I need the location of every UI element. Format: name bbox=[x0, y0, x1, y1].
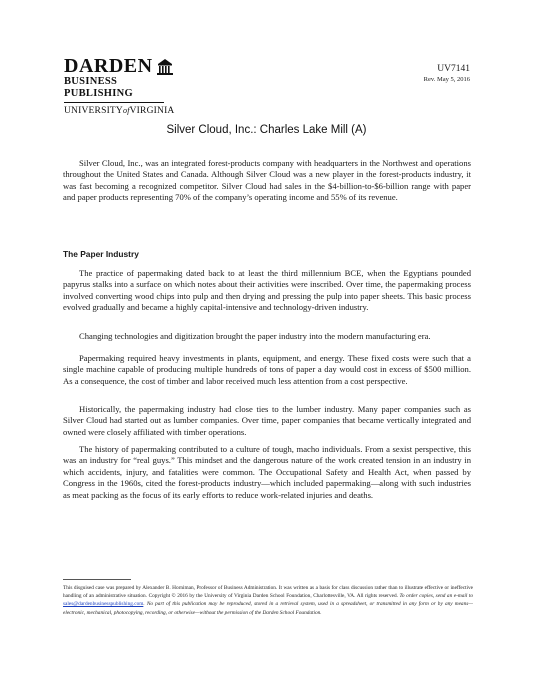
revision-date: Rev. May 5, 2016 bbox=[423, 76, 470, 83]
paragraph-3: Papermaking required heavy investments in plants, equipment, and energy. These fixed costs were such that a single machine capable of producing multiple hundreds of tons of paper a day would cost in excess of $500 million. As a consequence, the cost of timber and labor received much less attention from a cost perspective. bbox=[63, 353, 471, 386]
footnote-divider bbox=[63, 579, 131, 580]
logo-university: UNIVERSITYofVIRGINIA bbox=[64, 106, 175, 116]
logo-divider bbox=[64, 102, 164, 103]
paragraph-4: Historically, the papermaking industry had close ties to the lumber industry. Many paper companies such as Silver Cloud had started out as lumber companies. Over time, paper companies that became vertically integrated and owned were closely affiliated with timber operations. bbox=[63, 404, 471, 437]
document-identifier bbox=[424, 64, 470, 84]
section-heading: The Paper Industry bbox=[63, 249, 139, 259]
paragraph-2: Changing technologies and digitization brought the paper industry into the modern manufacturing era. bbox=[79, 331, 431, 341]
logo-business-publishing: BUSINESS PUBLISHING bbox=[64, 76, 133, 99]
logo-darden-text: DARDEN bbox=[64, 55, 153, 77]
intro-paragraph: Silver Cloud, Inc., was an integrated forest-products company with headquarters in the Northwest and operations throughout the United States and Canada. Although Silver Cloud was a new player in the forest-products industry, it was fast becoming a recognized competitor. Silver Cloud had sales in the $4-billion-to-$6-billion range with paper and paper products representing 70% of the company’s operating income and 55% of its revenue. bbox=[63, 158, 471, 203]
copyright-footnote: This disguised case was prepared by Alexander B. Horniman, Professor of Business Administration. It was written as a basis for class discussion rather than to illustrate effective or ineffective handling of an administrative situation. Copyright © 2016 by the University of Virginia Darden School Foundation, Charlottesville, VA. All rights reserved. To order copies, send an e-mail to sales@dardenbusinesspublishing.com. No part of this publication may be reproduced, stored in a retrieval system, used in a spreadsheet, or transmitted in any form or by any means—electronic, mechanical, photocopying, recording, or otherwise—without the permission of the Darden School Foundation. bbox=[63, 585, 473, 616]
paragraph-1: The practice of papermaking dated back to at least the third millennium BCE, when the Egyptians pounded papyrus stalks into a surface on which notes about their activities were inscribed. Over time, the papermaking process involved converting wood chips into pulp and then drying and pressing the pulp into paper sheets. This basic process evolved gradually and became a highly capital-intensive and technology-driven industry. bbox=[63, 268, 471, 313]
paragraph-5: The history of papermaking contributed to a culture of tough, macho individuals. From a sexist perspective, this was an industry for “real guys.” This mindset and the dangerous nature of the work created tension in an industry in which accidents, injury, and fatalities were common. The Occupational Safety and Health Act, when passed by Congress in the 1960s, cited the forest-products industry—which included papermaking—along with such industries as meat packing as the focus of its early efforts to reduce work-related injuries and deaths. bbox=[63, 444, 471, 500]
sales-email-link[interactable]: sales@dardenbusinesspublishing.com bbox=[63, 601, 144, 608]
case-title: Silver Cloud, Inc.: Charles Lake Mill (A) bbox=[166, 124, 367, 136]
case-number: UV7141 bbox=[437, 64, 470, 74]
darden-logo bbox=[64, 57, 184, 117]
rotunda-icon bbox=[156, 57, 174, 75]
